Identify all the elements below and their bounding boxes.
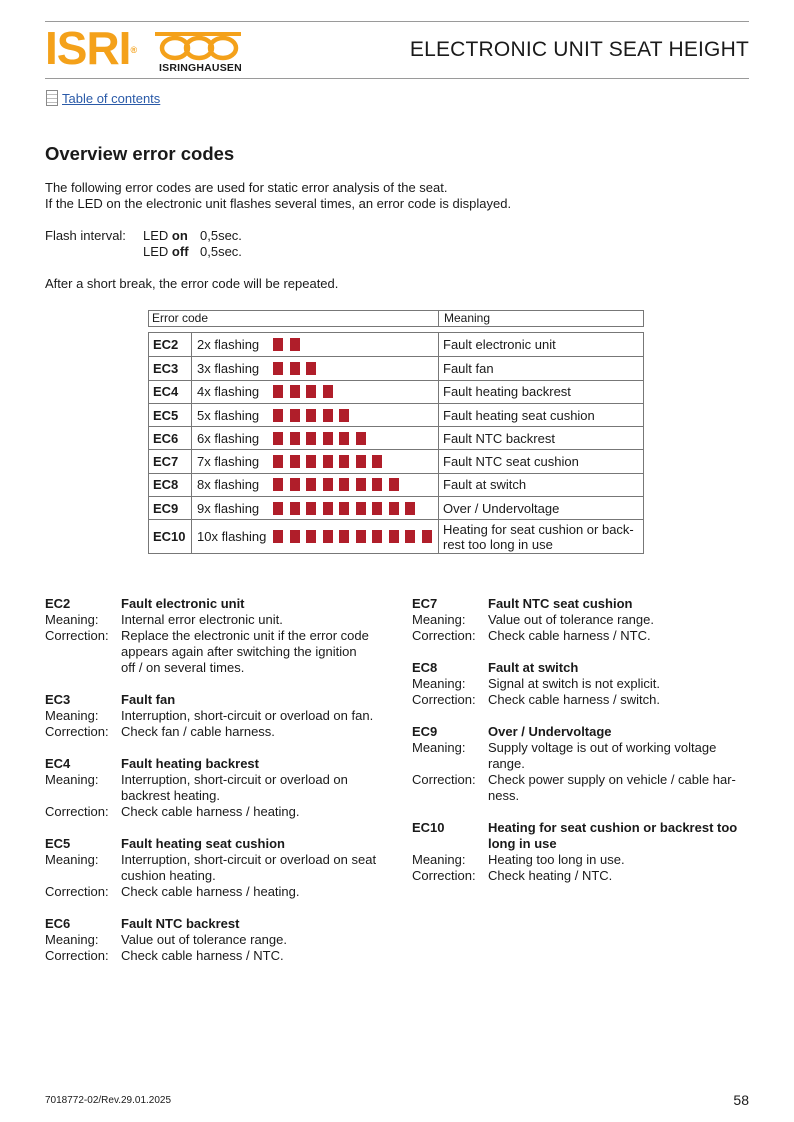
detail-text: Interruption, short-circuit or overload on seat [121, 852, 377, 867]
detail-ec3 [45, 692, 390, 740]
header-meaning: Meaning [444, 311, 491, 325]
flash-count: 6x flashing [197, 430, 260, 446]
detail-ec10 [412, 820, 752, 884]
detail-text: ness. [488, 788, 520, 803]
led-flash-icon [290, 478, 300, 491]
led-flash-icon [323, 478, 333, 491]
detail-text: Fault NTC backrest [121, 916, 240, 931]
detail-text: Check power supply on vehicle / cable har- [488, 772, 736, 787]
led-flash-icon [339, 502, 349, 515]
row-label: Meaning: [45, 612, 99, 627]
error-code: EC2 [153, 337, 179, 353]
detail-ec5 [45, 836, 390, 900]
flash-pattern [273, 333, 300, 356]
led-flash-icon [422, 530, 432, 543]
row-label: Meaning: [412, 740, 466, 755]
led-flash-icon [372, 455, 382, 468]
detail-text: Heating for seat cushion or backrest too [488, 820, 738, 835]
led-flash-icon [356, 530, 366, 543]
error-meaning: Fault electronic unit [443, 337, 556, 353]
document-title: ELECTRONIC UNIT SEAT HEIGHT [409, 38, 749, 61]
row-label: Correction: [45, 948, 109, 963]
led-flash-icon [323, 455, 333, 468]
error-meaning: Fault heating backrest [443, 384, 571, 400]
table-header [148, 310, 644, 327]
flash-pattern [273, 474, 399, 496]
led-flash-icon [389, 502, 399, 515]
flash-count: 2x flashing [197, 337, 260, 353]
led-flash-icon [339, 455, 349, 468]
detail-text: Value out of tolerance range. [488, 612, 654, 627]
row-label: Correction: [45, 724, 109, 739]
led-flash-icon [290, 338, 300, 351]
detail-text: Fault at switch [488, 660, 579, 675]
toc-link-row[interactable] [46, 90, 160, 106]
row-label: Meaning: [412, 676, 466, 691]
isri-logo [45, 22, 245, 76]
table-row [149, 496, 643, 519]
detail-text: Check cable harness / switch. [488, 692, 660, 707]
led-flash-icon [306, 502, 316, 515]
flash-pattern [273, 520, 432, 553]
error-meaning: Fault heating seat cushion [443, 407, 595, 423]
led-flash-icon [323, 502, 333, 515]
table-row [149, 449, 643, 472]
led-flash-icon [306, 409, 316, 422]
detail-text: Supply voltage is out of working voltage [488, 740, 717, 755]
led-flash-icon [290, 432, 300, 445]
row-label: Correction: [45, 804, 109, 819]
detail-text: appears again after switching the ignition [121, 644, 357, 659]
error-code: EC7 [153, 454, 179, 470]
flash-count: 8x flashing [197, 477, 260, 493]
detail-text: Fault heating backrest [121, 756, 259, 771]
error-meaning: Fault at switch [443, 477, 527, 493]
detail-text: Over / Undervoltage [488, 724, 612, 739]
table-row [149, 403, 643, 426]
led-flash-icon [389, 478, 399, 491]
table-row [149, 473, 643, 496]
detail-text: Interruption, short-circuit or overload on [121, 772, 348, 787]
error-meaning: Heating for seat cushion or back-rest too long in use [443, 521, 634, 552]
row-label: EC5 [45, 836, 71, 851]
detail-ec9 [412, 724, 752, 804]
error-code: EC8 [153, 477, 179, 493]
detail-text: Check heating / NTC. [488, 868, 613, 883]
flash-off-row: LED off 0,5sec. [143, 244, 242, 259]
detail-text: Check cable harness / heating. [121, 804, 300, 819]
detail-ec2 [45, 596, 390, 676]
row-label: Meaning: [45, 932, 99, 947]
flash-count: 4x flashing [197, 384, 260, 400]
led-flash-icon [323, 432, 333, 445]
document-reference: 7018772-02/Rev.29.01.2025 [45, 1095, 172, 1106]
row-label: EC9 [412, 724, 438, 739]
led-flash-icon [273, 502, 283, 515]
row-label: Correction: [412, 628, 476, 643]
detail-text: Check cable harness / heating. [121, 884, 300, 899]
table-row [149, 519, 643, 553]
detail-text: Check fan / cable harness. [121, 724, 275, 739]
led-flash-icon [273, 455, 283, 468]
led-flash-icon [290, 385, 300, 398]
error-meaning: Over / Undervoltage [443, 500, 560, 516]
led-flash-icon [273, 530, 283, 543]
detail-text: Heating too long in use. [488, 852, 625, 867]
led-flash-icon [290, 502, 300, 515]
row-label: Meaning: [45, 772, 99, 787]
flash-count: 3x flashing [197, 360, 260, 376]
flash-interval-label: Flash interval: [45, 228, 126, 243]
led-flash-icon [273, 409, 283, 422]
detail-text: Internal error electronic unit. [121, 612, 283, 627]
logo-wordmark: ISRI® [45, 22, 137, 74]
row-label: Correction: [412, 692, 476, 707]
table-row [149, 426, 643, 449]
led-flash-icon [290, 530, 300, 543]
flash-count: 10x flashing [197, 529, 267, 545]
flash-pattern [273, 450, 382, 472]
detail-text: Replace the electronic unit if the error code [121, 628, 369, 643]
error-code: EC5 [153, 407, 179, 423]
led-flash-icon [306, 385, 316, 398]
led-flash-icon [323, 385, 333, 398]
detail-text: cushion heating. [121, 868, 216, 883]
led-flash-icon [323, 409, 333, 422]
led-flash-icon [372, 530, 382, 543]
table-row [149, 380, 643, 403]
table-of-contents-link[interactable]: Table of contents [62, 90, 161, 106]
intro-line-2: If the LED on the electronic unit flashes several times, an error code is displayed. [45, 196, 512, 211]
table-body [148, 332, 644, 554]
led-flash-icon [372, 478, 382, 491]
led-flash-icon [405, 530, 415, 543]
detail-text: range. [488, 756, 525, 771]
led-flash-icon [339, 409, 349, 422]
detail-text: Check cable harness / NTC. [121, 948, 284, 963]
led-flash-icon [273, 338, 283, 351]
row-label: EC2 [45, 596, 71, 611]
detail-text: long in use [488, 836, 557, 851]
row-label: EC3 [45, 692, 71, 707]
led-flash-icon [339, 432, 349, 445]
led-flash-icon [356, 502, 366, 515]
flash-pattern [273, 404, 349, 426]
header-top-rule [45, 21, 749, 22]
table-row [149, 356, 643, 379]
logo-subtitle: ISRINGHAUSEN [159, 62, 242, 74]
row-label: EC7 [412, 596, 438, 611]
header-error-code: Error code [152, 311, 209, 325]
header-bottom-rule [45, 78, 749, 79]
led-flash-icon [339, 530, 349, 543]
led-flash-icon [273, 385, 283, 398]
error-meaning: Fault fan [443, 360, 494, 376]
flash-pattern [273, 497, 415, 519]
led-flash-icon [339, 478, 349, 491]
flash-pattern [273, 381, 333, 403]
row-label: EC10 [412, 820, 445, 835]
row-label: Meaning: [45, 852, 99, 867]
detail-ec4 [45, 756, 390, 820]
row-label: Meaning: [45, 708, 99, 723]
led-flash-icon [323, 530, 333, 543]
led-flash-icon [306, 530, 316, 543]
section-title: Overview error codes [45, 143, 235, 164]
detail-text: Value out of tolerance range. [121, 932, 287, 947]
led-flash-icon [356, 432, 366, 445]
error-meaning: Fault NTC seat cushion [443, 454, 579, 470]
led-flash-icon [273, 362, 283, 375]
detail-text: off / on several times. [121, 660, 245, 675]
detail-text: Fault electronic unit [121, 596, 245, 611]
row-label: EC6 [45, 916, 71, 931]
intro-line-1: The following error codes are used for static error analysis of the seat. [45, 180, 448, 195]
row-label: Meaning: [412, 612, 466, 627]
led-flash-icon [356, 455, 366, 468]
flash-pattern [273, 427, 366, 449]
row-label: Meaning: [412, 852, 466, 867]
led-flash-icon [290, 362, 300, 375]
error-code: EC10 [153, 529, 186, 545]
row-label: Correction: [45, 884, 109, 899]
led-flash-icon [273, 478, 283, 491]
error-code: EC9 [153, 500, 179, 516]
document-icon [46, 90, 58, 106]
flash-count: 9x flashing [197, 500, 260, 516]
led-flash-icon [356, 478, 366, 491]
led-flash-icon [306, 478, 316, 491]
flash-count: 7x flashing [197, 454, 260, 470]
led-flash-icon [290, 409, 300, 422]
error-code: EC6 [153, 430, 179, 446]
led-flash-icon [273, 432, 283, 445]
repeat-note: After a short break, the error code will be repeated. [45, 276, 339, 291]
detail-text: Fault fan [121, 692, 176, 707]
led-flash-icon [405, 502, 415, 515]
row-label: Correction: [412, 772, 476, 787]
row-label: EC4 [45, 756, 71, 771]
led-flash-icon [306, 362, 316, 375]
page-number: 58 [733, 1092, 749, 1108]
flash-on-row: LED on 0,5sec. [143, 228, 242, 243]
table-row [149, 333, 643, 356]
led-flash-icon [306, 432, 316, 445]
flash-pattern [273, 357, 316, 379]
row-label: Correction: [412, 868, 476, 883]
error-code: EC4 [153, 384, 179, 400]
led-flash-icon [290, 455, 300, 468]
detail-text: backrest heating. [121, 788, 221, 803]
led-flash-icon [372, 502, 382, 515]
led-flash-icon [306, 455, 316, 468]
detail-text: Fault NTC seat cushion [488, 596, 633, 611]
detail-text: Interruption, short-circuit or overload on fan. [121, 708, 374, 723]
error-code: EC3 [153, 360, 179, 376]
led-flash-icon [389, 530, 399, 543]
detail-ec6 [45, 916, 390, 964]
detail-text: Fault heating seat cushion [121, 836, 285, 851]
error-code-table [148, 310, 644, 554]
flash-count: 5x flashing [197, 407, 260, 423]
logo-rings-icon [153, 30, 245, 62]
detail-text: Signal at switch is not explicit. [488, 676, 660, 691]
row-label: Correction: [45, 628, 109, 643]
detail-text: Check cable harness / NTC. [488, 628, 651, 643]
row-label: EC8 [412, 660, 438, 675]
error-meaning: Fault NTC backrest [443, 430, 555, 446]
detail-ec8 [412, 660, 752, 708]
detail-ec7 [412, 596, 752, 644]
